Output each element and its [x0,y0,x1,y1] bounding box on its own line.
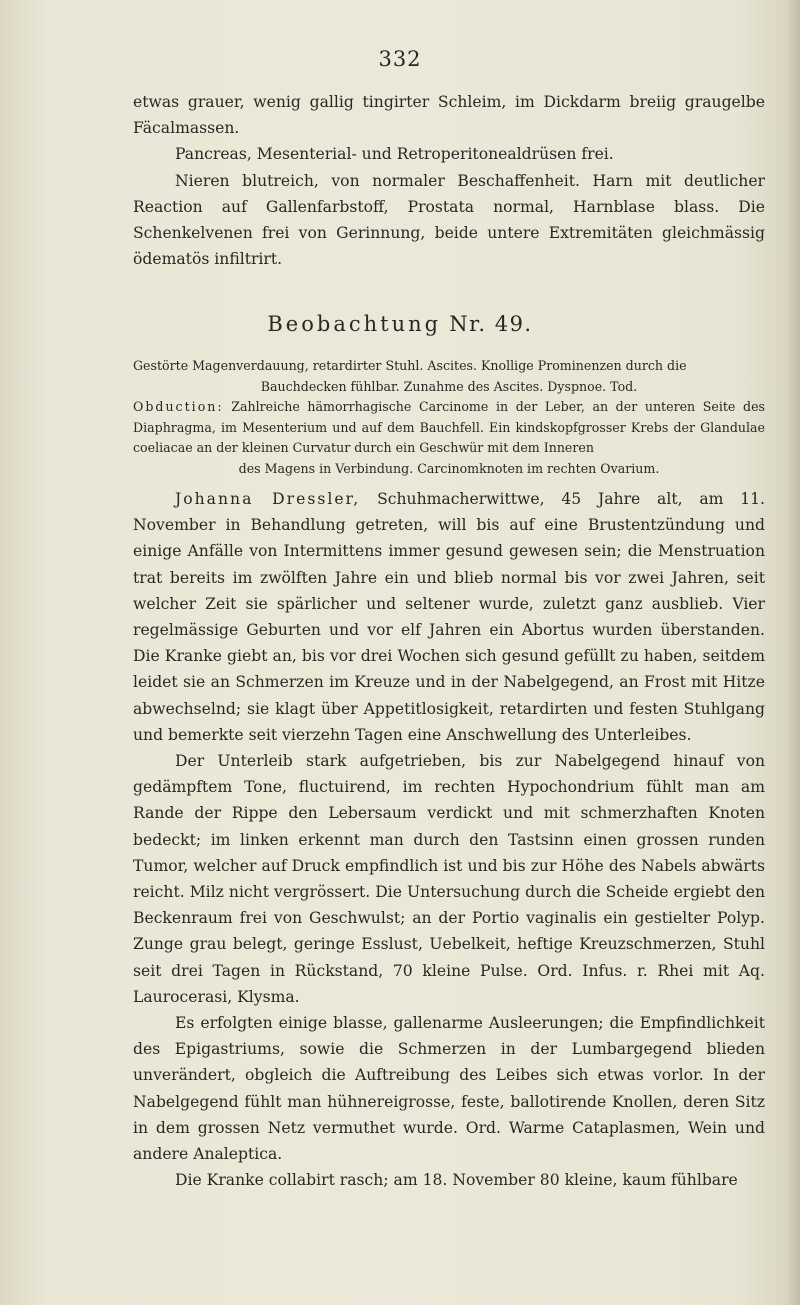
intro-paragraph-1: etwas grauer, wenig gallig tingirter Schleim, im Dickdarm breiig graugelbe Fäcalmassen. [133,93,765,138]
obduction-text: Zahlreiche hämorrhagische Carcinome in der Leber, an der unteren Seite des Diaphragma, im Mesenterium und auf dem Bauchfell. Ein kindskopfgrosser Krebs der Glandulae coeliacae an der kleinen Curvatur durch ein Geschwür mit dem Inneren [133,399,765,455]
summary-line-1: Gestörte Magenverdauung, retardirter Stuhl. Ascites. Knollige Prominenzen durch die [133,358,687,373]
case-text [133,486,765,1193]
intro-paragraph-2: Pancreas, Mesenterial- und Retroperitonealdrüsen frei. [175,145,614,164]
heading-number: Nr. 49. [449,312,533,336]
case-paragraph-1 [133,486,765,748]
heading-word: Beobachtung [267,312,442,336]
summary-line-2: Bauchdecken fühlbar. Zunahme des Ascites. Dyspnoe. Tod. [260,378,638,394]
obduction-label: Obduction: [133,399,224,414]
page-number: 332 [378,47,422,71]
page-edge-shadow [786,0,800,1305]
patient-name: Johanna Dressler, [175,490,361,508]
case-paragraph-4: Die Kranke collabirt rasch; am 18. November 80 kleine, kaum fühlbare [175,1171,738,1190]
intro-text [133,89,765,272]
case-paragraph-1-text: Schuhmacherwittwe, 45 Jahre alt, am 11. November in Behandlung getreten, will bis auf eine Brustentzündung und einige Anfälle von Intermittens immer gesund gewesen sein; die Menstruation trat bereits im zwölften Jahre ein und blieb normal bis vor zwei Jahren, seit welcher Zeit sie spärlicher und seltener wurde, zuletzt ganz ausblieb. Vier regelmässige Geburten und vor elf Jahren ein Abortus wurden überstanden. Die Kranke giebt an, bis vor drei Wochen sich gesund gefüllt zu haben, seitdem leidet sie an Schmerzen im Kreuze und in der Nabelgegend, an Frost mit Hitze abwechselnd; sie klagt über Appetitlosigkeit, retardirten und festen Stuhlgang und bemerkte seit vierzehn Tagen eine Anschwellung des Unterleibes. [133,490,766,744]
section-heading [0,312,800,336]
case-summary [133,356,765,479]
summary-obduction [133,397,765,459]
summary-last-line: des Magens in Verbindung. Carcinomknoten im rechten Ovarium. [238,460,660,476]
case-paragraph-3: Es erfolgten einige blasse, gallenarme Ausleerungen; die Empfindlichkeit des Epigastriums, sowie die Schmerzen in der Lumbargegend blieden unverändert, obgleich die Auftreibung des Leibes sich etwas vorlor. In der Nabelgegend fühlt man hühnereigrosse, feste, ballotirende Knollen, deren Sitz in dem grossen Netz vermuthet wurde. Ord. Warme Cataplasmen, Wein und andere Analeptica. [133,1014,765,1164]
intro-paragraph-3: Nieren blutreich, von normaler Beschaffenheit. Harn mit deutlicher Reaction auf Gallenfarbstoff, Prostata normal, Harnblase blass. Die Schenkelvenen frei von Gerinnung, beide untere Extremitäten gleichmässig ödematös infiltrirt. [133,171,765,269]
case-paragraph-2: Der Unterleib stark aufgetrieben, bis zur Nabelgegend hinauf von gedämpftem Tone, fluctuirend, im rechten Hypochondrium fühlt man am Rande der Rippe den Lebersaum verdickt und mit schmerzhaften Knoten bedeckt; im linken erkennt man durch den Tastsinn einen grossen runden Tumor, welcher auf Druck empfindlich ist und bis zur Höhe des Nabels abwärts reicht. Milz nicht vergrössert. Die Untersuchung durch die Scheide ergiebt den Beckenraum frei von Geschwulst; an der Portio vaginalis ein gestielter Polyp. Zunge grau belegt, geringe Esslust, Uebelkeit, heftige Kreuzschmerzen, Stuhl seit drei Tagen in Rückstand, 70 kleine Pulse. Ord. Infus. r. Rhei mit Aq. Laurocerasi, Klysma. [133,752,765,1006]
